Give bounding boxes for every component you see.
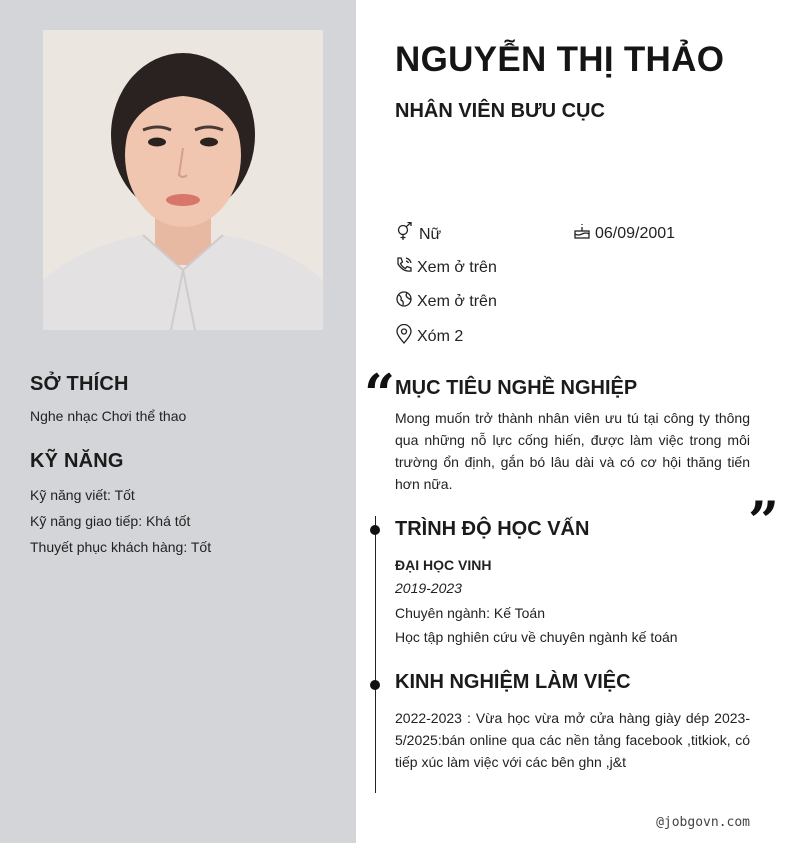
skill-item: Kỹ năng giao tiếp: Khá tốt [30,513,191,529]
skill-item: Kỹ năng viết: Tốt [30,487,135,503]
birthdate-value: 06/09/2001 [595,224,676,242]
profile-photo [43,30,323,330]
objective-title: MỤC TIÊU NGHỀ NGHIỆP [395,377,638,399]
objective-text: Mong muốn trở thành nhân viên ưu tú tại công ty thông qua những nỗ lực cống hiến, được làm việc trong môi trường ổn định, gắn bó lâu dài và có cơ hội thăng tiến hơn nữa. [395,410,750,492]
education-years: 2019-2023 [395,580,462,596]
address-value: Xóm 2 [417,327,464,345]
cake-icon [573,222,595,245]
education-description: Học tập nghiên cứu về chuyên ngành kế toán [395,629,678,645]
education-major: Chuyên ngành: Kế Toán [395,605,545,621]
candidate-name: NGUYỄN THỊ THẢO [395,40,725,79]
hobbies-text: Nghe nhạc Chơi thể thao [30,408,187,424]
footer-brand: @jobgovn.com [656,815,750,830]
gender-row [395,222,441,247]
email-value: Xem ở trên [417,292,497,310]
phone-value: Xem ở trên [417,258,497,276]
email-row [395,290,497,313]
address-row [395,324,463,349]
experience-title: KINH NGHIỆM LÀM VIỆC [395,671,631,693]
candidate-position: NHÂN VIÊN BƯU CỤC [395,100,605,122]
experience-text: 2022-2023 : Vừa học vừa mở cửa hàng giày dép 2023-5/2025:bán online qua các nền tảng facebook ,titkiok, có tiếp xúc làm việc với các bên ghn ,j&t [395,710,750,770]
gender-value: Nữ [419,225,442,243]
timeline-line [375,516,376,793]
location-pin-icon [395,324,417,349]
globe-icon [395,290,417,313]
timeline-dot [370,680,380,690]
skill-item: Thuyết phục khách hàng: Tốt [30,539,212,555]
timeline-dot [370,525,380,535]
open-quote-icon: “ [364,362,396,426]
phone-row [395,256,497,279]
phone-icon [395,256,417,279]
education-title: TRÌNH ĐỘ HỌC VẤN [395,518,590,540]
hobbies-title: SỞ THÍCH [30,373,129,395]
skills-title: KỸ NĂNG [30,450,124,472]
birthdate-row [573,222,675,245]
sidebar [0,0,356,843]
gender-icon [395,222,419,247]
school-name: ĐẠI HỌC VINH [395,557,492,573]
close-quote-icon: ” [748,489,780,553]
